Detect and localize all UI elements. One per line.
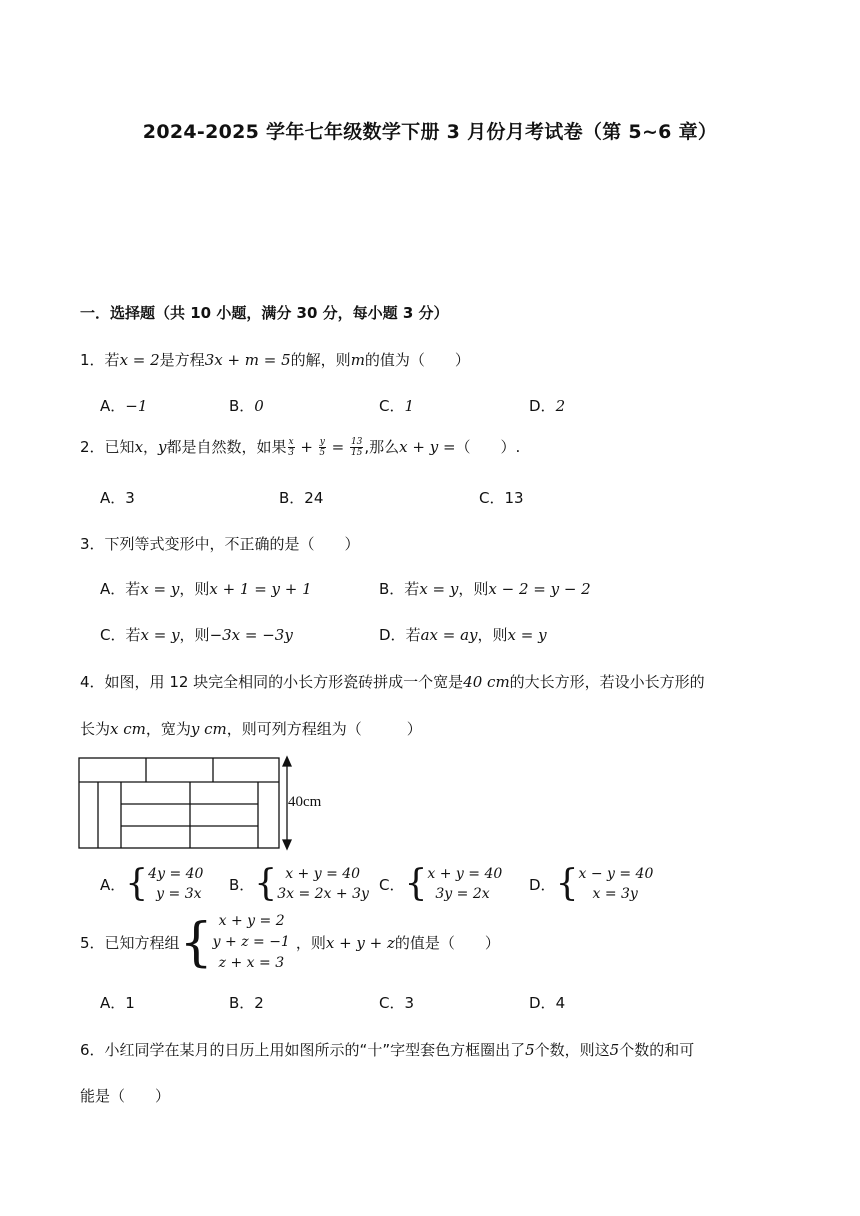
q3-option-b[interactable]: B．若x = y，则x − 2 = y − 2 xyxy=(379,580,591,598)
math-expr: m xyxy=(350,351,365,369)
q2-option-a[interactable]: A．3 xyxy=(100,489,135,507)
q1-option-d[interactable]: D．2 xyxy=(529,397,566,415)
exam-title: 2024-2025 学年七年级数学下册 3 月份月考试卷（第 5~6 章） xyxy=(142,121,718,143)
fraction: $\frac{y}{5}$ xyxy=(319,437,326,458)
q2-option-c[interactable]: C．13 xyxy=(479,489,524,507)
figure-label: 40cm xyxy=(288,794,322,810)
question-2: 2．已知x，y都是自然数，如果 $\frac{x}{3}$ + $\frac{y}{5}$ = $\frac{13}{15}$ ,那么x + y =（ ）. xyxy=(80,437,521,458)
q4-option-a[interactable]: A． { 4y = 40 y = 3x xyxy=(100,863,204,904)
question-3: 3．下列等式变形中，不正确的是（ ） xyxy=(80,535,360,553)
question-5: 5． 已知方程组 { x + y = 2 y + z = −1 z + x = 3 ，则 x + y + z 的值是（ ） xyxy=(80,912,500,973)
q5-option-a[interactable]: A．1 xyxy=(100,994,135,1012)
q4-option-d[interactable]: D． { x − y = 40 x = 3y xyxy=(529,863,654,904)
q1-option-c[interactable]: C．1 xyxy=(379,397,415,415)
q5-option-c[interactable]: C．3 xyxy=(379,994,415,1012)
big-rectangle xyxy=(79,758,279,848)
q1-option-a[interactable]: A．−1 xyxy=(100,397,148,415)
fraction: $\frac{13}{15}$ xyxy=(350,437,363,458)
question-number: 6． xyxy=(80,1041,105,1059)
question-4-line-2: 长为x cm，宽为y cm，则可列方程组为（ ） xyxy=(80,720,422,738)
section-heading: 一．选择题（共 10 小题，满分 30 分，每小题 3 分） xyxy=(80,304,449,322)
question-number: 3． xyxy=(80,535,105,553)
question-6-line-1: 6．小红同学在某月的日历上用如图所示的“十”字型套色方框圈出了5个数，则这5个数的和可 xyxy=(80,1041,695,1059)
q4-option-c[interactable]: C． { x + y = 40 3y = 2x xyxy=(379,863,503,904)
q5-option-b[interactable]: B．2 xyxy=(229,994,264,1012)
question-number: 1． xyxy=(80,351,105,369)
q3-option-c[interactable]: C．若x = y，则−3x = −3y xyxy=(100,626,293,644)
question-4-line-1: 4．如图，用 12 块完全相同的小长方形瓷砖拼成一个宽是40 cm的大长方形，若设小长方形的 xyxy=(80,673,705,691)
question-number: 4． xyxy=(80,673,105,691)
q3-option-d[interactable]: D．若ax = ay，则x = y xyxy=(379,626,547,644)
math-expr: 3x + m = 5 xyxy=(204,351,291,369)
q1-option-b[interactable]: B．0 xyxy=(229,397,264,415)
q3-option-a[interactable]: A．若x = y，则x + 1 = y + 1 xyxy=(100,580,312,598)
q2-option-b[interactable]: B．24 xyxy=(279,489,324,507)
math-expr: x = 2 xyxy=(119,351,160,369)
question-number: 2． xyxy=(80,438,105,456)
q5-option-d[interactable]: D．4 xyxy=(529,994,566,1012)
question-1: 1．若x = 2是方程3x + m = 5的解，则m的值为（ ） xyxy=(80,351,470,369)
fraction: $\frac{x}{3}$ xyxy=(288,437,294,458)
tiles-figure xyxy=(76,754,336,854)
q4-option-b[interactable]: B． { x + y = 40 3x = 2x + 3y xyxy=(229,863,369,904)
question-6-line-2: 能是（ ） xyxy=(80,1087,171,1105)
question-number: 5． xyxy=(80,934,105,952)
